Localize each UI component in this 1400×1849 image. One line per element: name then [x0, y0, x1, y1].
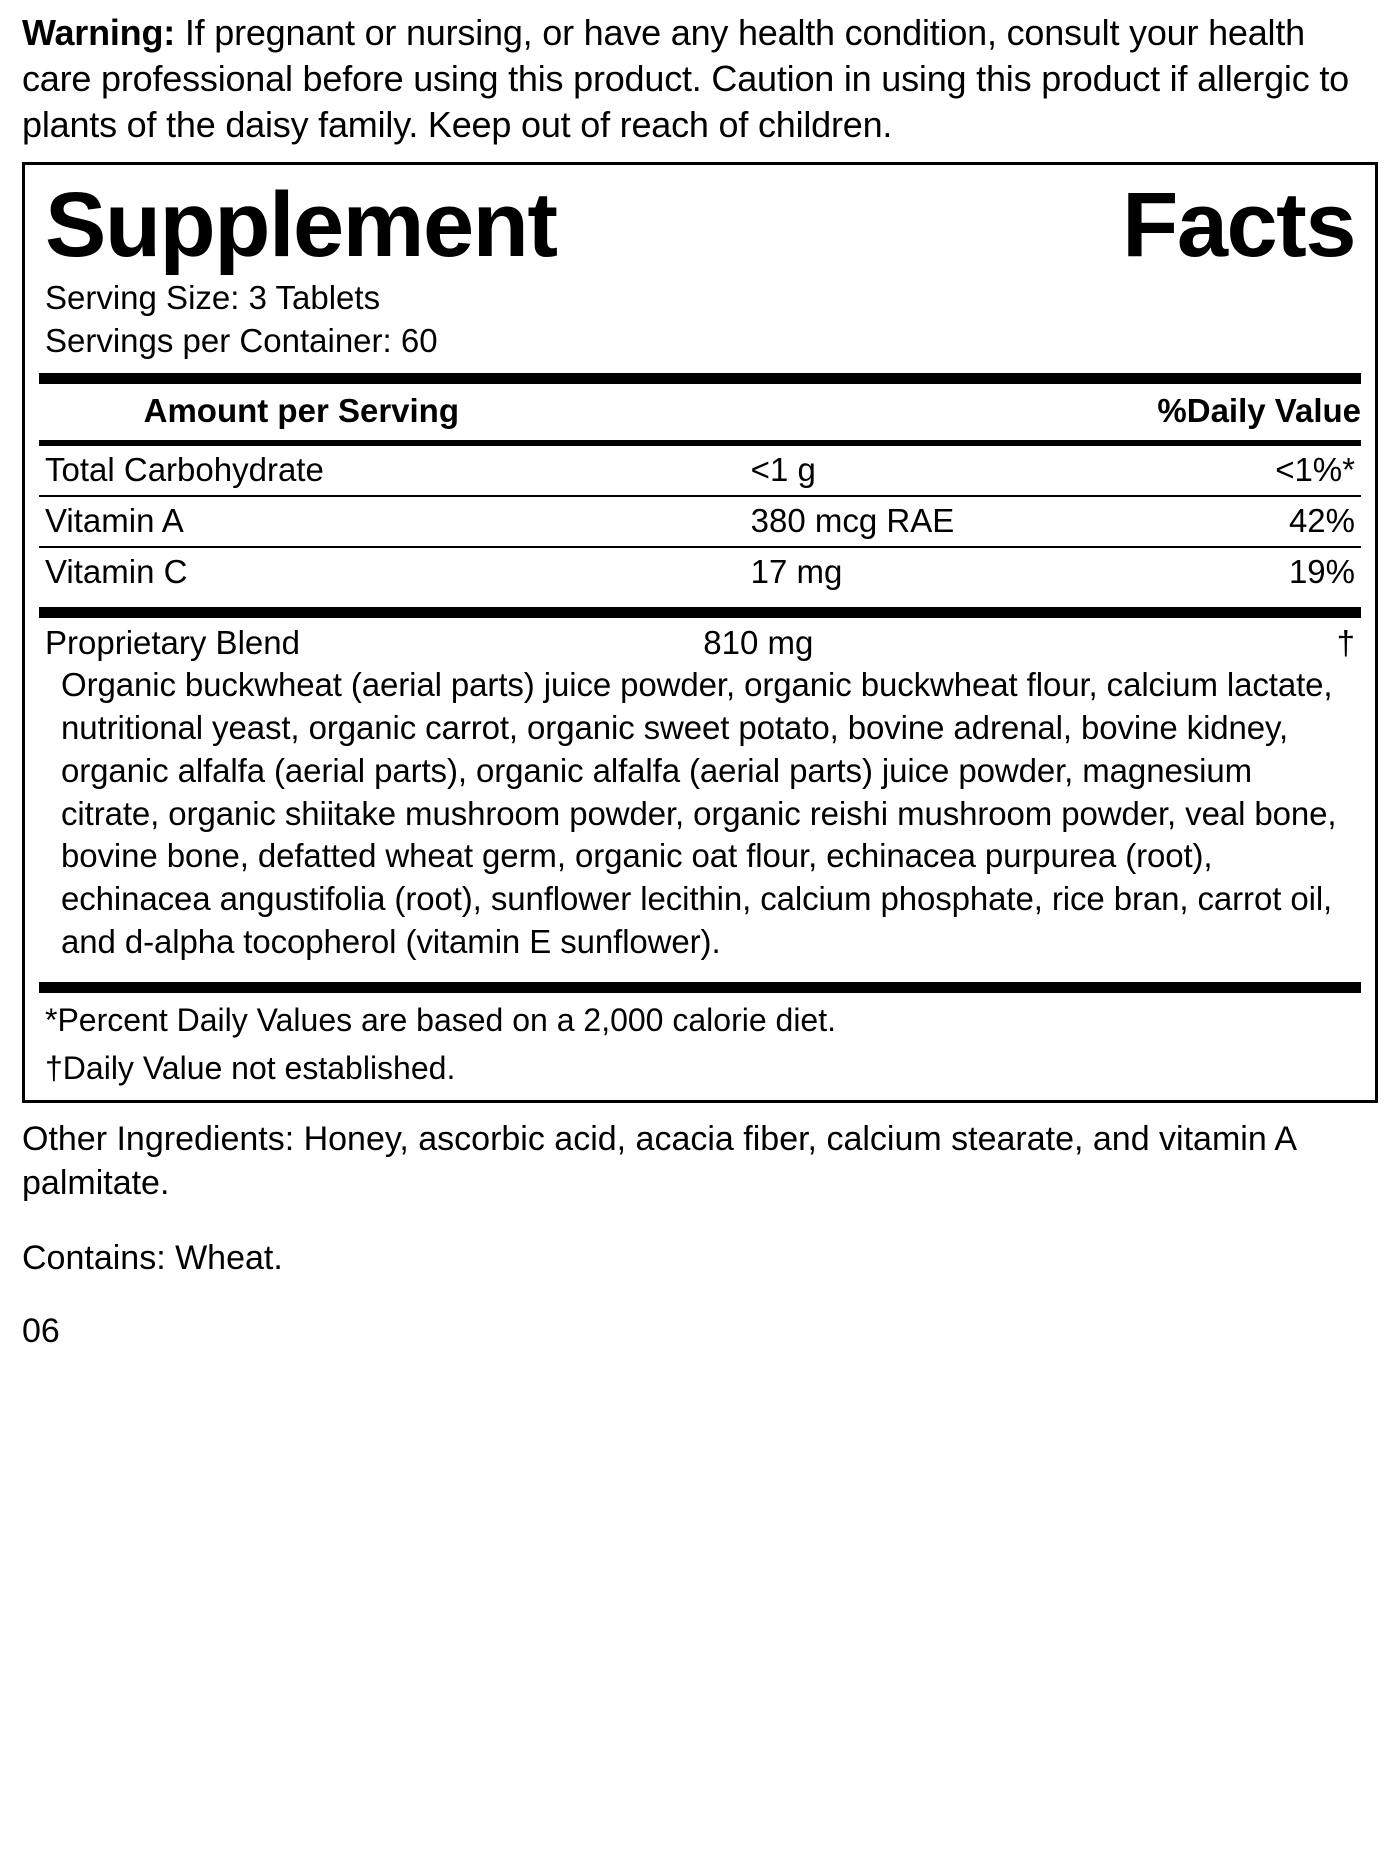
servings-per-container: Servings per Container: 60: [45, 322, 438, 360]
table-row: [39, 446, 1361, 496]
blend-daily-value: †: [1336, 623, 1355, 661]
blend-name: Proprietary Blend: [45, 623, 300, 661]
row-dv-vitamin-a: 42%: [1171, 496, 1361, 547]
warning-label: Warning:: [22, 12, 176, 53]
table-row: [39, 496, 1361, 547]
row-name-vitamin-c: Vitamin C: [39, 547, 671, 597]
header-daily-value: %Daily Value: [1157, 391, 1361, 429]
blend-amount: 810 mg: [703, 623, 814, 661]
supplement-facts-panel: [22, 162, 1378, 1102]
warning-text: If pregnant or nursing, or have any health condition, consult your health care professional before using this product. Caution in using this product if allergic to plants of the daisy family. Keep out of reach of children.: [22, 12, 1349, 146]
row-amount-vitamin-a: 380 mcg RAE: [671, 496, 1171, 547]
title-word-facts: Facts: [1122, 174, 1355, 277]
table-row: [39, 547, 1361, 597]
header-amount-per-serving: Amount per Serving: [143, 391, 459, 429]
nutrient-rows: [39, 446, 1361, 597]
rule-above-footnotes: [39, 982, 1361, 993]
contains-statement: Contains: Wheat.: [22, 1239, 283, 1277]
row-amount-vitamin-c: 17 mg: [671, 547, 1171, 597]
warning-paragraph: [22, 10, 1378, 148]
supplement-facts-title: [39, 171, 1361, 276]
row-amount-total-carbohydrate: <1 g: [750, 450, 816, 488]
nutrition-table: [39, 384, 1361, 440]
footnote-daily-values: *Percent Daily Values are based on a 2,000 calorie diet.: [45, 1002, 836, 1039]
table-header-row: [39, 384, 1361, 440]
serving-size: Serving Size: 3 Tablets: [45, 278, 381, 316]
row-name-total-carbohydrate: Total Carbohydrate: [45, 450, 324, 488]
blend-ingredients: Organic buckwheat (aerial parts) juice powder, organic buckwheat flour, calcium lactate, nutritional yeast, organic carrot, organic sweet potato, bovine adrenal, bovine kidney, organic alfalfa (aerial parts), organic alfalfa (aerial parts) juice powder, magnesium citrate, organic shiitake mushroom powder, organic reishi mushroom powder, veal bone, bovine bone, defatted wheat germ, organic oat flour, echinacea purpurea (root), echinacea angustifolia (root), sunflower lecithin, calcium phosphate, rice bran, carrot oil, and d-alpha tocopherol (vitamin E sunflower).: [61, 665, 1337, 961]
rule-above-headers: [39, 373, 1361, 384]
row-dv-vitamin-c: 19%: [1171, 547, 1361, 597]
proprietary-blend-row: [39, 618, 1361, 662]
footnote-dagger: †Daily Value not established.: [45, 1050, 456, 1087]
row-dv-total-carbohydrate: <1%*: [1275, 450, 1355, 488]
rule-above-blend: [39, 607, 1361, 618]
title-word-supplement: Supplement: [45, 174, 557, 277]
row-name-vitamin-a: Vitamin A: [39, 496, 671, 547]
revision-code: 06: [22, 1312, 60, 1350]
other-ingredients: Other Ingredients: Honey, ascorbic acid, acacia fiber, calcium stearate, and vitamin A palmitate.: [22, 1119, 1296, 1202]
